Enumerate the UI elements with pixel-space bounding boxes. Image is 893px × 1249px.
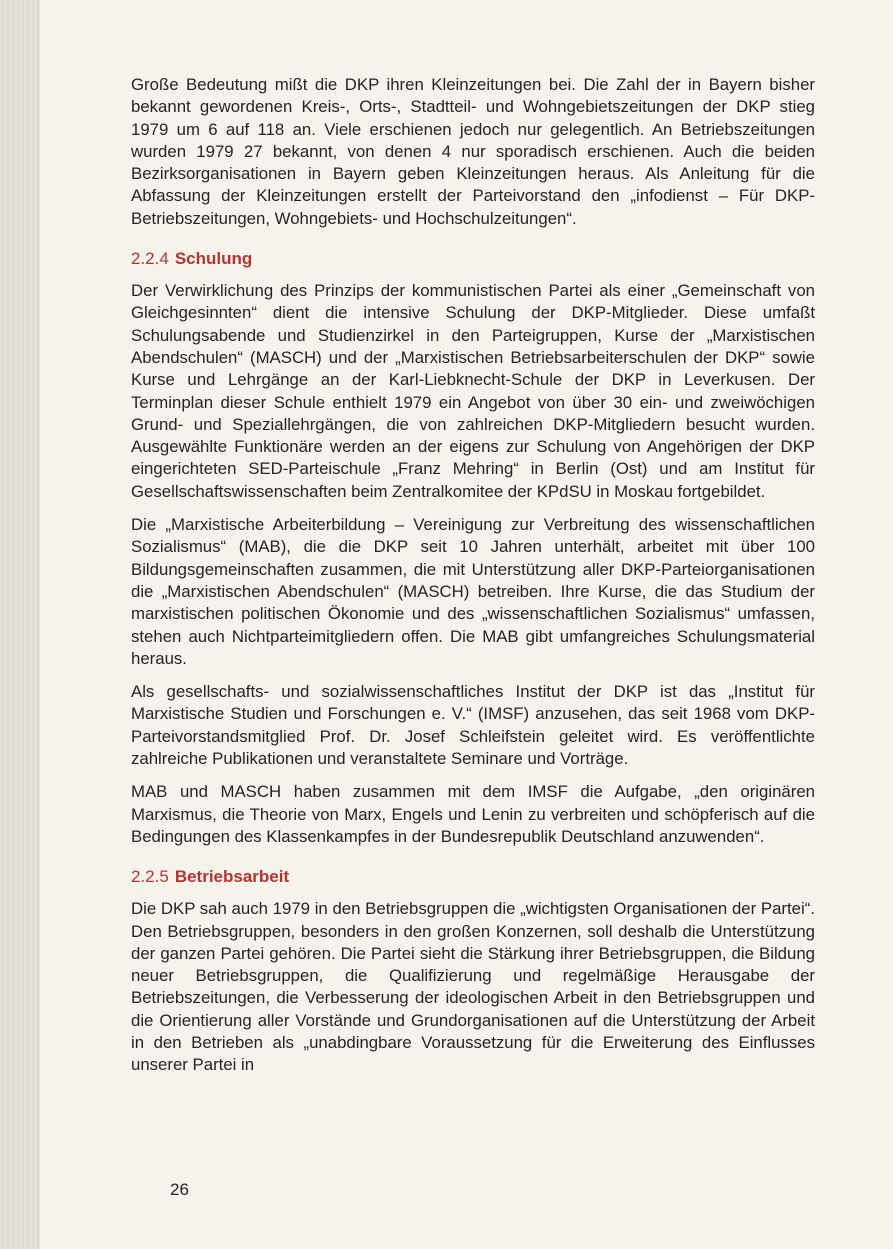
document-page — [40, 0, 893, 1249]
paragraph-schulung-4: MAB und MASCH haben zusammen mit dem IMSF die Aufgabe, „den originären Marxismus, die Theorie von Marx, Engels und Lenin zu verbreiten und schöpferisch auf die Bedingungen des Klassenkampfes in der Bundesrepublik Deutschland anzuwenden“. — [131, 782, 815, 846]
page-content — [131, 74, 815, 1088]
section-title: Schulung — [174, 249, 253, 269]
binding-edge — [0, 0, 40, 1249]
paragraph-kleinzeitungen: Große Bedeutung mißt die DKP ihren Kleinzeitungen bei. Die Zahl der in Bayern bisher bekannt gewordenen Kreis-, Orts-, Stadtteil- und Wohngebietszeitungen der DKP stieg 1979 um 6 auf 118 an. Viele erschienen jedoch nur gelegentlich. An Betriebszeitungen wurden 1979 27 bekannt, von denen 4 nur sporadisch erschienen. Auch die beiden Bezirksorganisationen in Bayern geben Kleinzeitungen heraus. Als Anleitung für die Abfassung der Kleinzeitungen erstellt der Parteivorstand den „infodienst – Für DKP-Betriebszeitungen, Wohngebiets- und Hochschulzeitungen“. — [131, 75, 815, 228]
paragraph-schulung-1: Der Verwirklichung des Prinzips der kommunistischen Partei als einer „Gemeinschaft von Gleichgesinnten“ dient die intensive Schulung der DKP-Mitglieder. Diese umfaßt Schulungsabende und Studienzirkel in den Parteigruppen, Kurse der „Marxistischen Abendschulen“ (MASCH) und der „Marxistischen Betriebsarbeiterschulen der DKP“ sowie Kurse und Lehrgänge an der Karl-Liebknecht-Schule der DKP in Leverkusen. Der Terminplan dieser Schule enthielt 1979 ein Angebot von über 30 ein- und zweiwöchigen Grund- und Speziallehrgängen, die von zahlreichen DKP-Mitgliedern besucht wurden. Ausgewählte Funktionäre werden an der eigens zur Schulung von Angehörigen der DKP eingerichteten SED-Parteischule „Franz Mehring“ in Berlin (Ost) und am Institut für Gesellschaftswissenschaften beim Zentralkomitee der KPdSU in Moskau fortgebildet. — [131, 281, 815, 501]
section-number: 2.2.5 — [131, 867, 169, 887]
paragraph-betriebsarbeit-1: Die DKP sah auch 1979 in den Betriebsgruppen die „wichtigsten Organisationen der Partei“. Den Betriebsgruppen, besonders in den großen Konzernen, soll deshalb die Unterstützung der ganzen Partei gehören. Die Partei sieht die Stärkung ihrer Betriebsgruppen, die Bildung neuer Betriebsgruppen, die Qualifizierung und regelmäßige Herausgabe der Betriebszeitungen, die Verbesserung der ideologischen Arbeit in den Betriebsgruppen und die Orientierung aller Vorstände und Grundorganisationen auf die Unterstützung der Arbeit in den Betrieben als „unabdingbare Voraussetzung für die Erweiterung des Einflusses unserer Partei in — [131, 899, 815, 1075]
paragraph-schulung-2: Die „Marxistische Arbeiterbildung – Vereinigung zur Verbreitung des wissenschaftlichen Sozialismus“ (MAB), die die DKP seit 10 Jahren unterhält, arbeitet mit über 100 Bildungsgemeinschaften zusammen, die mit Unterstützung aller DKP-Parteiorganisationen die „Marxistischen Abendschulen“ (MASCH) betreiben. Ihre Kurse, die das Studium der marxistischen politischen Ökonomie und des „wissenschaftlichen Sozialismus“ umfassen, stehen auch Nichtparteimitgliedern offen. Die MAB gibt umfangreiches Schulungsmaterial heraus. — [131, 515, 815, 668]
section-title: Betriebsarbeit — [174, 867, 290, 887]
section-heading-betriebsarbeit — [131, 866, 815, 888]
page-number: 26 — [170, 1180, 189, 1199]
section-number: 2.2.4 — [131, 249, 169, 269]
section-heading-schulung — [131, 248, 815, 270]
paragraph-schulung-3: Als gesellschafts- und sozialwissenschaftliches Institut der DKP ist das „Institut für Marxistische Studien und Forschungen e. V.“ (IMSF) anzusehen, das seit 1968 vom DKP-Parteivorstandsmitglied Prof. Dr. Josef Schleifstein geleitet wird. Es veröffentlichte zahlreiche Publikationen und veranstaltete Seminare und Vorträge. — [131, 682, 815, 769]
